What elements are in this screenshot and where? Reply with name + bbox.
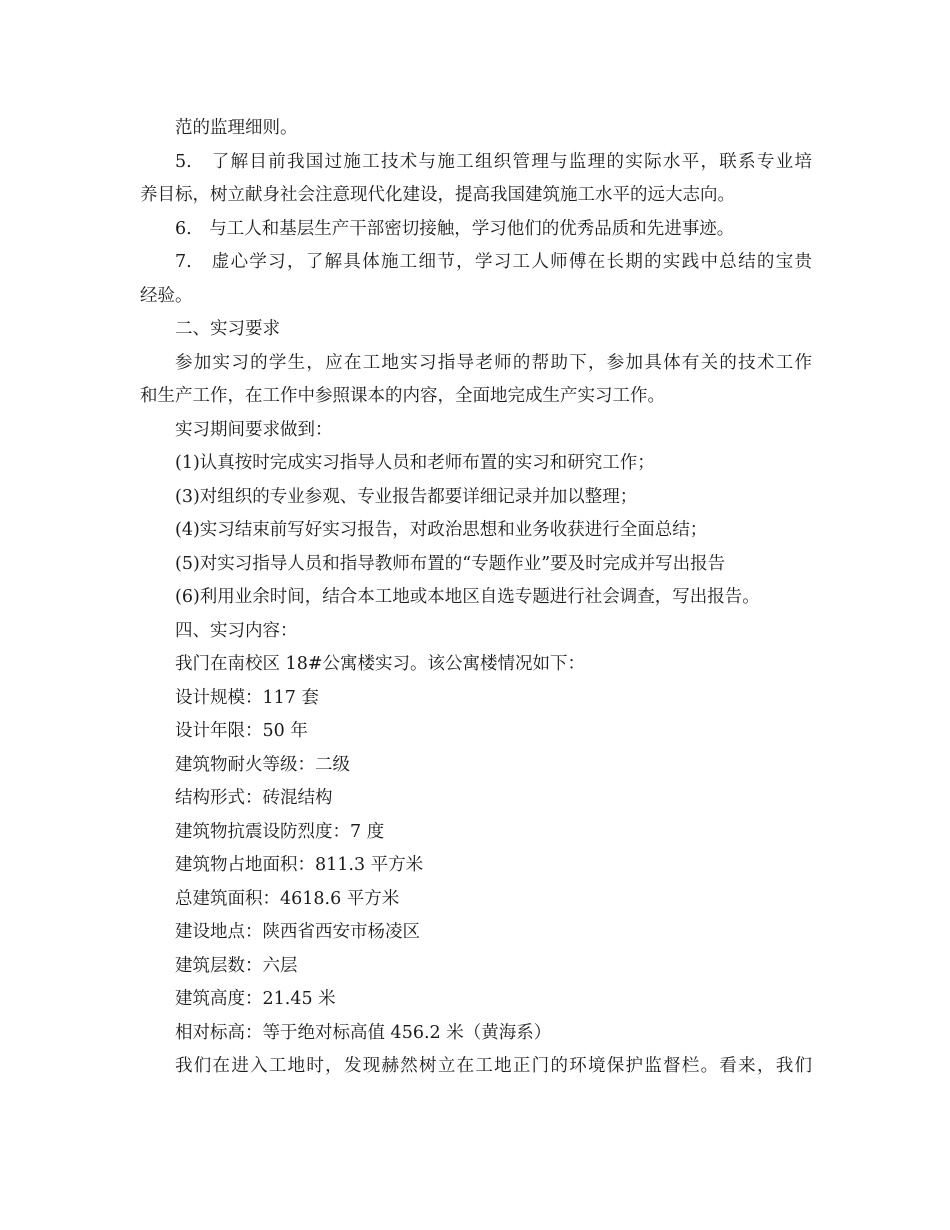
text-line: (6)利用业余时间，结合本工地或本地区自选专题进行社会调查，写出报告。 — [175, 587, 760, 607]
text-line: 参加实习的学生，应在工地实习指导老师的帮助下，参加具体有关的技术工作 — [175, 352, 812, 373]
text-line: 和生产工作，在工作中参照课本的内容，全面地完成生产实习工作。 — [140, 386, 665, 406]
document-body — [140, 112, 812, 1084]
text-line: (5)对实习指导人员和指导教师布置的“专题作业”要及时完成并写出报告 — [175, 553, 726, 574]
text-line: 建筑物占地面积：811.3 平方米 — [175, 855, 424, 875]
text-line: 实习期间要求做到： — [175, 419, 333, 440]
text-line: 经验。 — [140, 285, 193, 306]
text-line: 设计年限：50 年 — [175, 721, 308, 741]
text-line: (3)对组织的专业参观、专业报告都要详细记录并加以整理； — [175, 486, 638, 507]
text-line: 养目标，树立献身社会注意现代化建设，提高我国建筑施工水平的远大志向。 — [140, 185, 735, 205]
text-line: 范的监理细则。 — [175, 118, 298, 138]
text-line: 我们在进入工地时，发现赫然树立在工地正门的环境保护监督栏。看来，我们 — [175, 1056, 812, 1076]
text-line: 建筑高度：21.45 米 — [175, 989, 336, 1009]
text-line: 建筑物耐火等级：二级 — [175, 754, 350, 775]
text-line: 我门在南校区 18#公寓楼实习。该公寓楼情况如下： — [175, 654, 585, 674]
text-line: 5. 了解目前我国过施工技术与施工组织管理与监理的实际水平，联系专业培 — [175, 151, 812, 172]
text-line: 7. 虚心学习，了解具体施工细节，学习工人师傅在长期的实践中总结的宝贵 — [175, 252, 812, 272]
text-line: (1)认真按时完成实习指导人员和老师布置的实习和研究工作； — [175, 453, 655, 473]
text-line: (4)实习结束前写好实习报告，对政治思想和业务收获进行全面总结； — [175, 520, 708, 540]
text-line: 建设地点：陕西省西安市杨凌区 — [175, 922, 420, 942]
text-line: 建筑物抗震设防烈度：7 度 — [175, 821, 385, 842]
text-line: 二、实习要求 — [175, 319, 280, 339]
text-line: 总建筑面积：4618.6 平方米 — [175, 888, 400, 909]
text-line: 设计规模：117 套 — [175, 687, 319, 708]
text-line: 结构形式：砖混结构 — [175, 788, 333, 808]
text-line: 四、实习内容： — [175, 620, 298, 641]
text-line: 相对标高：等于绝对标高值 456.2 米（黄海系） — [175, 1022, 552, 1043]
text-line: 6. 与工人和基层生产干部密切接触，学习他们的优秀品质和先进事迹。 — [175, 218, 735, 239]
text-line: 建筑层数：六层 — [175, 955, 298, 976]
